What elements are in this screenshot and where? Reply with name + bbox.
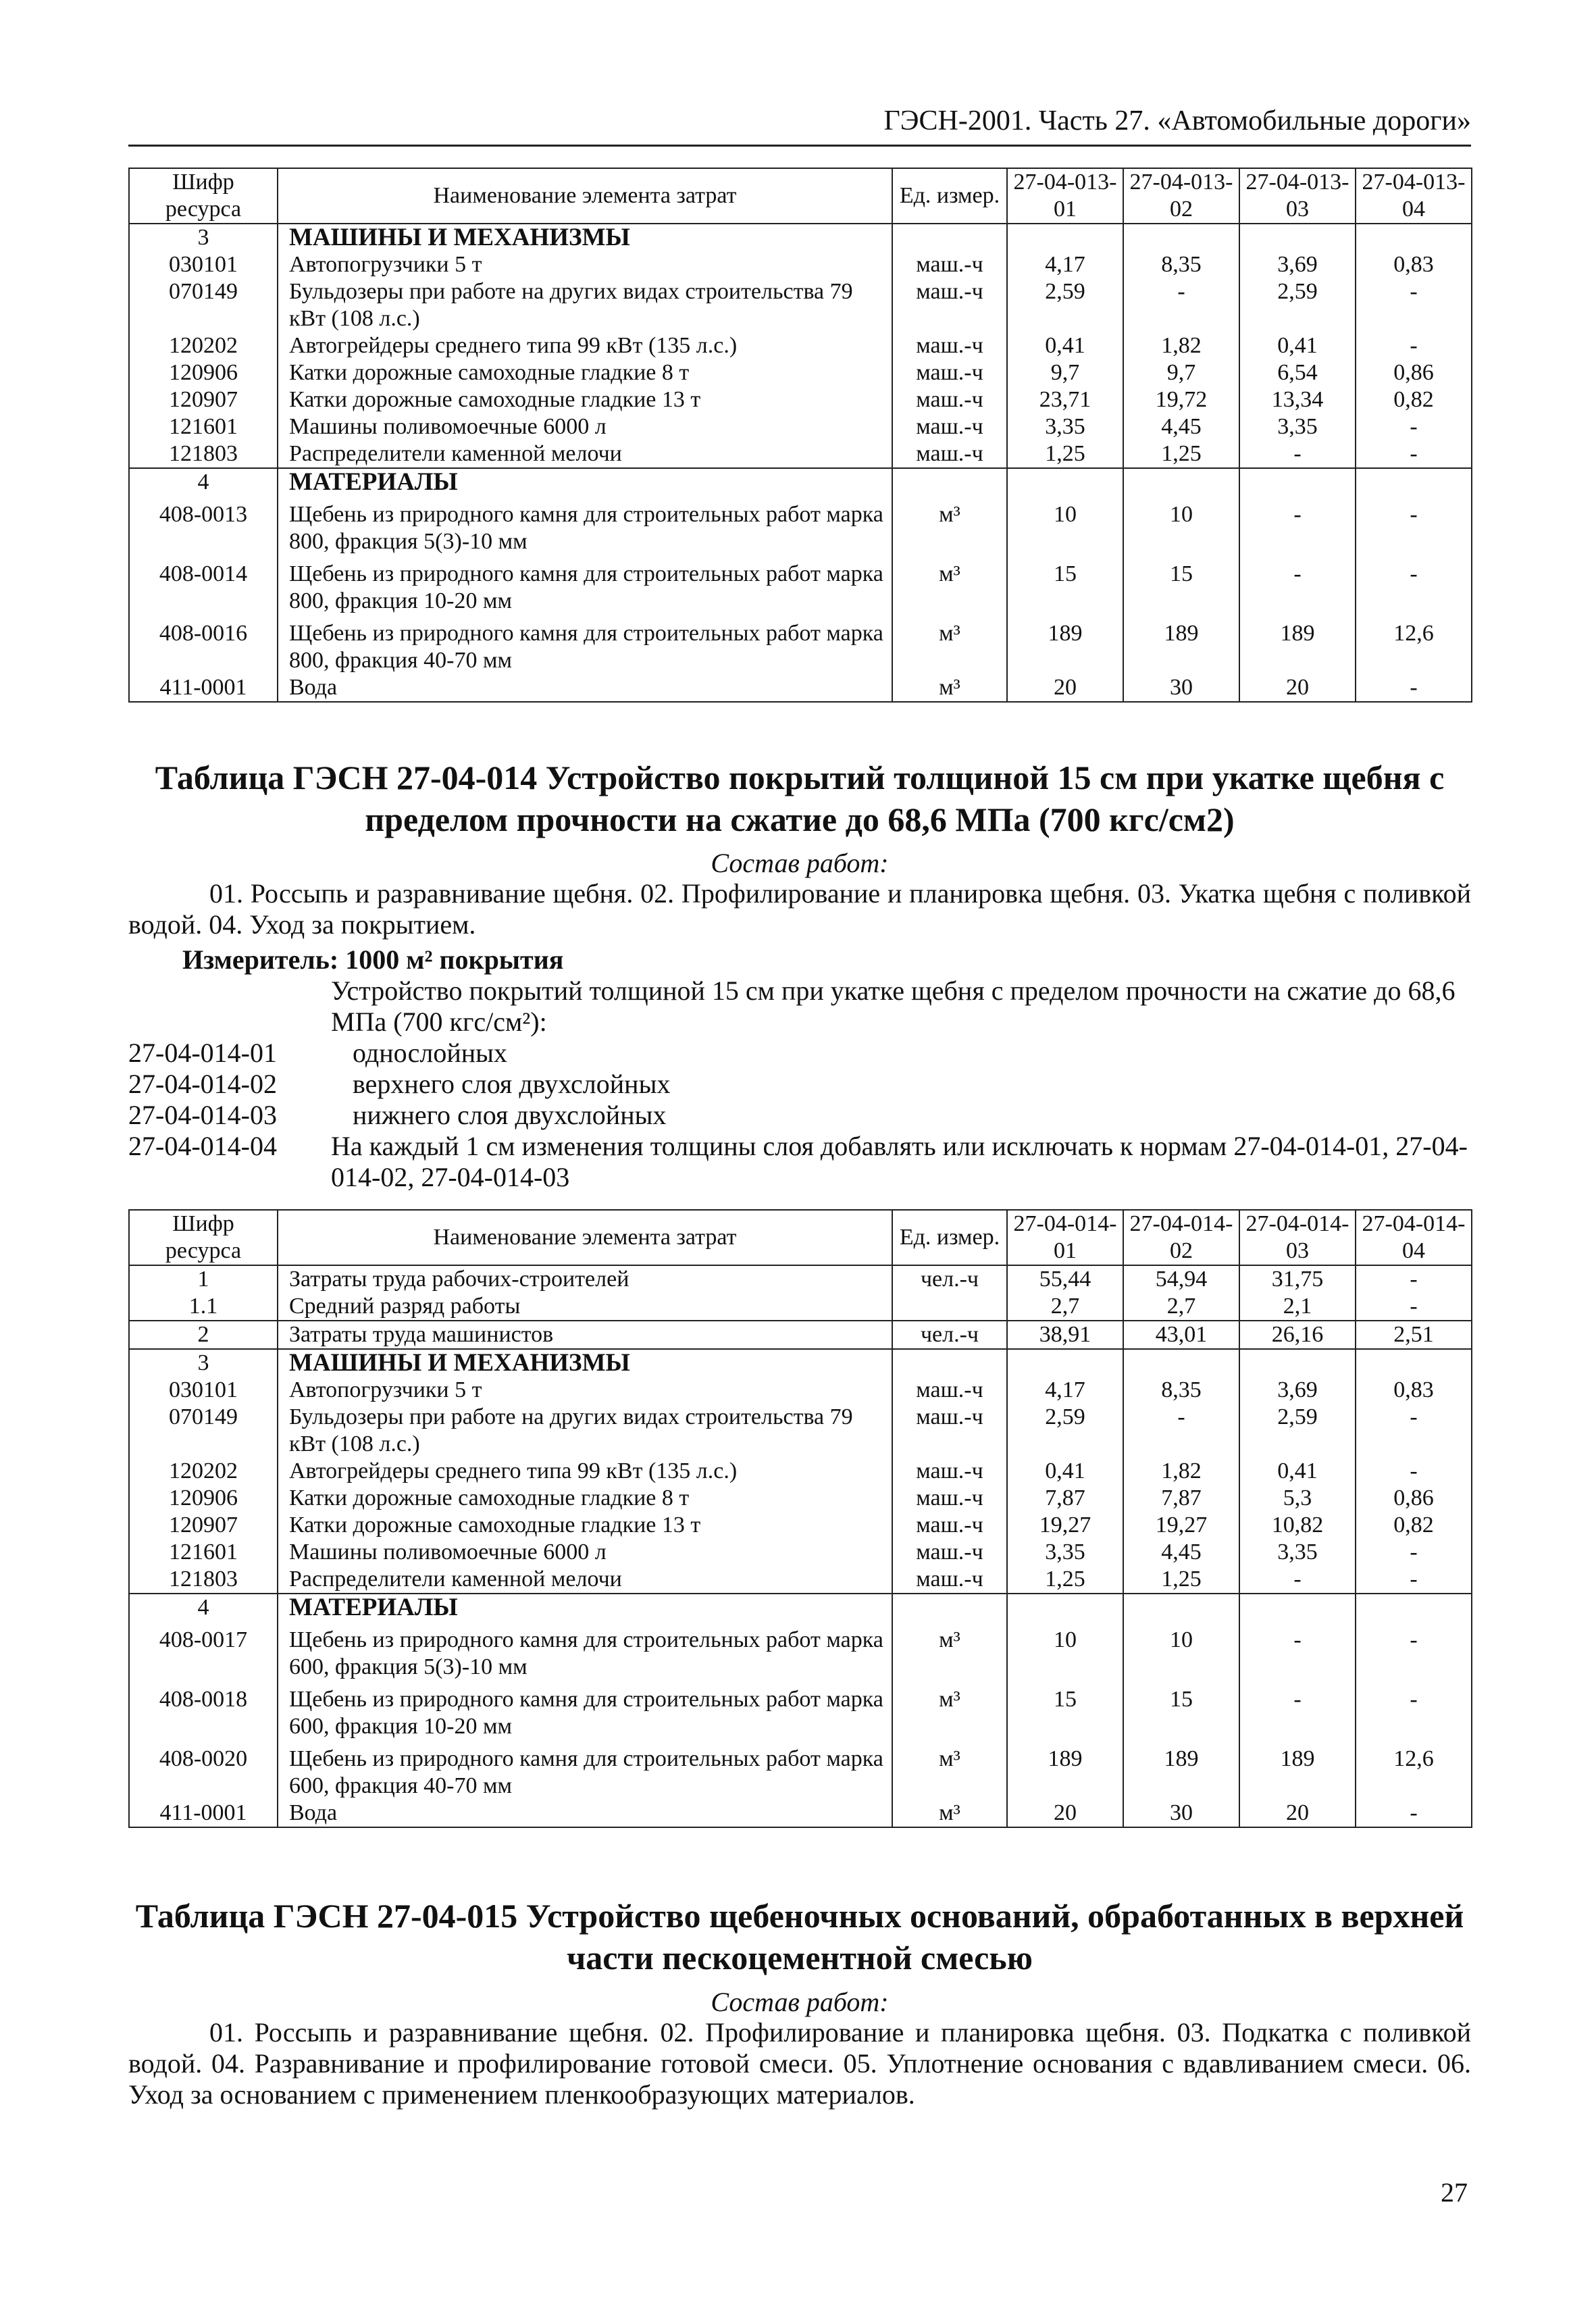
resource-code-cell: 120907 xyxy=(129,386,278,413)
norm-value-cell: 4,17 xyxy=(1007,251,1123,278)
header-unit: Ед. измер. xyxy=(892,1210,1007,1265)
norm-value-cell: 1,25 xyxy=(1123,1566,1239,1594)
resource-code-cell: 070149 xyxy=(129,1404,278,1458)
cost-element-name-cell: Щебень из природного камня для строительных работ марка 600, фракция 40-70 мм xyxy=(278,1740,892,1800)
unit-cell xyxy=(892,224,1007,251)
resource-code-cell: 4 xyxy=(129,1594,278,1621)
resource-code-cell: 121601 xyxy=(129,1539,278,1566)
header-code: Шифр ресурса xyxy=(129,1210,278,1265)
table-row xyxy=(129,615,1472,674)
norm-value-cell: 3,35 xyxy=(1239,413,1356,440)
running-header: ГЭСН-2001. Часть 27. «Автомобильные дороги» xyxy=(128,101,1471,147)
unit-cell: м³ xyxy=(892,555,1007,615)
table-row xyxy=(129,1539,1472,1566)
resource-code-cell: 1 xyxy=(129,1265,278,1293)
resource-code-cell: 4 xyxy=(129,468,278,496)
table-row xyxy=(129,555,1472,615)
cost-element-name-cell: Автогрейдеры среднего типа 99 кВт (135 л.с.) xyxy=(278,332,892,359)
section-row xyxy=(129,1594,1472,1621)
unit-cell: м³ xyxy=(892,1621,1007,1681)
norm-value-cell xyxy=(1007,1594,1123,1621)
norm-value-cell: 1,25 xyxy=(1007,440,1123,468)
norm-value-cell xyxy=(1007,1349,1123,1377)
norm-value-cell: 8,35 xyxy=(1123,1377,1239,1404)
norm-value-cell: 2,1 xyxy=(1239,1293,1356,1321)
table-row xyxy=(129,1293,1472,1321)
cost-element-name-cell: Катки дорожные самоходные гладкие 13 т xyxy=(278,386,892,413)
norm-value-cell: 10,82 xyxy=(1239,1512,1356,1539)
norm-value-cell: 189 xyxy=(1239,615,1356,674)
norm-value-cell: 189 xyxy=(1007,1740,1123,1800)
cost-element-name-cell: Затраты труда машинистов xyxy=(278,1321,892,1349)
work-composition-label: Состав работ: xyxy=(711,1987,889,2017)
unit-cell: м³ xyxy=(892,1740,1007,1800)
norm-value-cell: 4,45 xyxy=(1123,1539,1239,1566)
norm-value-cell: 55,44 xyxy=(1007,1265,1123,1293)
unit-cell: м³ xyxy=(892,615,1007,674)
resource-code-cell: 3 xyxy=(129,224,278,251)
norm-value-cell xyxy=(1123,224,1239,251)
resource-code-cell: 120907 xyxy=(129,1512,278,1539)
cost-element-name-cell: Бульдозеры при работе на других видах строительства 79 кВт (108 л.с.) xyxy=(278,278,892,332)
cost-element-name-cell: Вода xyxy=(278,1800,892,1827)
table-row xyxy=(129,1566,1472,1594)
resource-code-cell: 030101 xyxy=(129,1377,278,1404)
norm-value-cell xyxy=(1356,468,1472,496)
resource-code-cell: 2 xyxy=(129,1321,278,1349)
norm-value-cell: - xyxy=(1356,440,1472,468)
unit-cell xyxy=(892,1594,1007,1621)
norm-value-cell: - xyxy=(1356,1293,1472,1321)
section-row xyxy=(129,468,1472,496)
resource-code-cell: 408-0020 xyxy=(129,1740,278,1800)
table-row xyxy=(129,386,1472,413)
norm-value-cell: 1,82 xyxy=(1123,1458,1239,1485)
cost-element-name-cell: Распределители каменной мелочи xyxy=(278,440,892,468)
resource-code-cell: 411-0001 xyxy=(129,1800,278,1827)
header-col-3: 27-04-013-03 xyxy=(1239,168,1356,224)
norm-value-cell: 2,7 xyxy=(1007,1293,1123,1321)
resource-code-cell: 121803 xyxy=(129,440,278,468)
norm-value-cell xyxy=(1356,1594,1472,1621)
norm-value-cell: - xyxy=(1356,413,1472,440)
header-col-4: 27-04-013-04 xyxy=(1356,168,1472,224)
unit-cell: маш.-ч xyxy=(892,1485,1007,1512)
header-col-3: 27-04-014-03 xyxy=(1239,1210,1356,1265)
unit-cell: м³ xyxy=(892,674,1007,702)
norm-value-cell: 10 xyxy=(1123,496,1239,555)
norm-value-cell: - xyxy=(1123,278,1239,332)
resource-code-cell: 408-0013 xyxy=(129,496,278,555)
unit-cell: маш.-ч xyxy=(892,278,1007,332)
cost-element-name-cell: Катки дорожные самоходные гладкие 8 т xyxy=(278,1485,892,1512)
norm-value-cell: 189 xyxy=(1007,615,1123,674)
norm-value-cell: 10 xyxy=(1007,1621,1123,1681)
norm-value-cell: 31,75 xyxy=(1239,1265,1356,1293)
norm-value-cell: 1,25 xyxy=(1007,1566,1123,1594)
norm-value-cell: 9,7 xyxy=(1007,359,1123,386)
norm-value-cell: 6,54 xyxy=(1239,359,1356,386)
cost-element-name-cell: МАТЕРИАЛЫ xyxy=(278,1594,892,1621)
norm-value-cell: 20 xyxy=(1007,674,1123,702)
norm-value-cell xyxy=(1123,1349,1239,1377)
resource-code-cell: 120906 xyxy=(129,1485,278,1512)
norm-value-cell xyxy=(1239,468,1356,496)
norm-value-cell xyxy=(1356,224,1472,251)
table-row xyxy=(129,674,1472,702)
resource-code-cell: 408-0018 xyxy=(129,1681,278,1740)
norm-value-cell: - xyxy=(1356,1265,1472,1293)
section-row xyxy=(129,1349,1472,1377)
table-row xyxy=(129,1458,1472,1485)
header-col-2: 27-04-013-02 xyxy=(1123,168,1239,224)
norm-value-cell: - xyxy=(1356,332,1472,359)
table-title-27-04-015: Таблица ГЭСН 27-04-015 Устройство щебеночных оснований, обработанных в верхней части пескоцементной смесью xyxy=(135,1897,1464,1977)
norm-value-cell: 2,59 xyxy=(1007,278,1123,332)
norm-value-cell: 189 xyxy=(1239,1740,1356,1800)
resource-code-cell: 121803 xyxy=(129,1566,278,1594)
table-row xyxy=(129,1800,1472,1827)
norm-value-cell: 19,27 xyxy=(1007,1512,1123,1539)
cost-element-name-cell: МАШИНЫ И МЕХАНИЗМЫ xyxy=(278,1349,892,1377)
header-name: Наименование элемента затрат xyxy=(278,168,892,224)
norm-value-cell: 20 xyxy=(1239,1800,1356,1827)
unit-cell: чел.-ч xyxy=(892,1265,1007,1293)
norm-value-cell: 3,69 xyxy=(1239,251,1356,278)
header-col-4: 27-04-014-04 xyxy=(1356,1210,1472,1265)
unit-cell: м³ xyxy=(892,1800,1007,1827)
norm-value-cell: - xyxy=(1239,1681,1356,1740)
resource-code-cell: 070149 xyxy=(129,278,278,332)
norm-value-cell: 12,6 xyxy=(1356,615,1472,674)
norm-value-cell: 3,35 xyxy=(1239,1539,1356,1566)
cost-element-name-cell: Бульдозеры при работе на других видах строительства 79 кВт (108 л.с.) xyxy=(278,1404,892,1458)
unit-cell xyxy=(892,468,1007,496)
norm-value-cell: - xyxy=(1239,440,1356,468)
resource-code-cell: 1.1 xyxy=(129,1293,278,1321)
norm-value-cell: 13,34 xyxy=(1239,386,1356,413)
norm-value-cell: - xyxy=(1356,1539,1472,1566)
cost-element-name-cell: Катки дорожные самоходные гладкие 8 т xyxy=(278,359,892,386)
table-row xyxy=(129,1740,1472,1800)
table-row xyxy=(129,413,1472,440)
norm-value-cell: 0,86 xyxy=(1356,359,1472,386)
header-code: Шифр ресурса xyxy=(129,168,278,224)
unit-cell: маш.-ч xyxy=(892,332,1007,359)
norm-value-cell: 9,7 xyxy=(1123,359,1239,386)
unit-cell: маш.-ч xyxy=(892,1566,1007,1594)
cost-element-name-cell: Щебень из природного камня для строительных работ марка 800, фракция 5(3)-10 мм xyxy=(278,496,892,555)
norm-value-cell: 3,35 xyxy=(1007,1539,1123,1566)
unit-cell: маш.-ч xyxy=(892,1377,1007,1404)
norm-value-cell: - xyxy=(1356,1681,1472,1740)
norm-value-cell: - xyxy=(1356,1621,1472,1681)
norm-value-cell: 0,41 xyxy=(1007,332,1123,359)
table-row xyxy=(129,440,1472,468)
norm-value-cell: - xyxy=(1356,1800,1472,1827)
norm-value-cell: 23,71 xyxy=(1007,386,1123,413)
norm-value-cell: - xyxy=(1239,1621,1356,1681)
header-col-1: 27-04-013-01 xyxy=(1007,168,1123,224)
cost-element-name-cell: Затраты труда рабочих-строителей xyxy=(278,1265,892,1293)
norm-value-cell: 0,41 xyxy=(1239,1458,1356,1485)
resource-code-cell: 408-0016 xyxy=(129,615,278,674)
norm-value-cell: 12,6 xyxy=(1356,1740,1472,1800)
cost-element-name-cell: Автопогрузчики 5 т xyxy=(278,1377,892,1404)
unit-cell: маш.-ч xyxy=(892,1458,1007,1485)
cost-element-name-cell: Машины поливомоечные 6000 л xyxy=(278,413,892,440)
unit-cell xyxy=(892,1349,1007,1377)
norm-value-cell: 2,59 xyxy=(1239,278,1356,332)
resource-code-cell: 121601 xyxy=(129,413,278,440)
norm-value-cell: 43,01 xyxy=(1123,1321,1239,1349)
norm-value-cell: 20 xyxy=(1239,674,1356,702)
norm-value-cell: 15 xyxy=(1007,555,1123,615)
norm-value-cell: - xyxy=(1356,496,1472,555)
norm-table-27-04-014 xyxy=(128,1209,1472,1828)
norm-value-cell: - xyxy=(1239,555,1356,615)
unit-cell: маш.-ч xyxy=(892,1539,1007,1566)
table-row xyxy=(129,1377,1472,1404)
norm-value-cell: 3,69 xyxy=(1239,1377,1356,1404)
norm-value-cell: 20 xyxy=(1007,1800,1123,1827)
cost-element-name-cell: Распределители каменной мелочи xyxy=(278,1566,892,1594)
norm-value-cell: 3,35 xyxy=(1007,413,1123,440)
variant-item: 27-04-014-04 На каждый 1 см изменения толщины слоя добавлять или исключать к нормам 27-04-014-01, 27-04-014-02, 27-04-014-03 xyxy=(128,1131,1468,1192)
unit-cell: м³ xyxy=(892,496,1007,555)
norm-value-cell: 1,82 xyxy=(1123,332,1239,359)
table-row xyxy=(129,1681,1472,1740)
resource-code-cell: 120202 xyxy=(129,1458,278,1485)
norm-value-cell: 10 xyxy=(1007,496,1123,555)
norm-value-cell: - xyxy=(1123,1404,1239,1458)
table-row xyxy=(129,332,1472,359)
header-unit: Ед. измер. xyxy=(892,168,1007,224)
norm-value-cell: 19,27 xyxy=(1123,1512,1239,1539)
resource-code-cell: 030101 xyxy=(129,251,278,278)
norm-value-cell: 7,87 xyxy=(1123,1485,1239,1512)
norm-value-cell: 26,16 xyxy=(1239,1321,1356,1349)
work-composition-label: Состав работ: xyxy=(711,848,889,878)
table-row xyxy=(129,251,1472,278)
norm-value-cell: - xyxy=(1356,555,1472,615)
unit-cell: маш.-ч xyxy=(892,413,1007,440)
norm-value-cell xyxy=(1123,468,1239,496)
norm-value-cell: 19,72 xyxy=(1123,386,1239,413)
norm-value-cell: 2,7 xyxy=(1123,1293,1239,1321)
table-row xyxy=(129,1321,1472,1349)
cost-element-name-cell: МАТЕРИАЛЫ xyxy=(278,468,892,496)
norm-value-cell xyxy=(1239,224,1356,251)
norm-table-27-04-013 xyxy=(128,168,1472,703)
norm-value-cell: 0,86 xyxy=(1356,1485,1472,1512)
work-composition-text: 01. Россыпь и разравнивание щебня. 02. Профилирование и планировка щебня. 03. Укатка щебня с поливкой водой. 04. Уход за покрытием. xyxy=(128,878,1471,940)
norm-value-cell: 0,41 xyxy=(1007,1458,1123,1485)
work-composition-text: 01. Россыпь и разравнивание щебня. 02. Профилирование и планировка щебня. 03. Подкатка с поливкой водой. 04. Разравнивание и профилирование готовой смеси. 05. Уплотнение основания с вдавливанием смеси. 06. Уход за основанием с применением пленкообразующих материалов. xyxy=(128,2017,1471,2110)
norm-value-cell: 0,83 xyxy=(1356,1377,1472,1404)
unit-cell: маш.-ч xyxy=(892,386,1007,413)
header-col-1: 27-04-014-01 xyxy=(1007,1210,1123,1265)
table-row xyxy=(129,496,1472,555)
norm-value-cell: 0,41 xyxy=(1239,332,1356,359)
norm-value-cell: 15 xyxy=(1123,1681,1239,1740)
norm-value-cell xyxy=(1239,1594,1356,1621)
norm-value-cell: - xyxy=(1356,674,1472,702)
norm-value-cell: 30 xyxy=(1123,674,1239,702)
norm-value-cell: 15 xyxy=(1007,1681,1123,1740)
norm-value-cell: 5,3 xyxy=(1239,1485,1356,1512)
norm-value-cell: - xyxy=(1356,1404,1472,1458)
unit-cell xyxy=(892,1293,1007,1321)
unit-cell: маш.-ч xyxy=(892,440,1007,468)
norm-value-cell: 0,82 xyxy=(1356,1512,1472,1539)
norm-value-cell xyxy=(1239,1349,1356,1377)
section-row xyxy=(129,224,1472,251)
variants-intro: Устройство покрытий толщиной 15 см при укатке щебня с пределом прочности на сжатие до 68,6 МПа (700 кгс/см²): xyxy=(331,975,1456,1037)
unit-cell: чел.-ч xyxy=(892,1321,1007,1349)
norm-value-cell: 4,45 xyxy=(1123,413,1239,440)
unit-cell: маш.-ч xyxy=(892,1512,1007,1539)
table-title-27-04-014: Таблица ГЭСН 27-04-014 Устройство покрытий толщиной 15 см при укатке щебня с пределом прочности на сжатие до 68,6 МПа (700 кгс/см2) xyxy=(155,759,1445,838)
resource-code-cell: 3 xyxy=(129,1349,278,1377)
norm-value-cell: 1,25 xyxy=(1123,440,1239,468)
norm-value-cell: 7,87 xyxy=(1007,1485,1123,1512)
cost-element-name-cell: Автогрейдеры среднего типа 99 кВт (135 л.с.) xyxy=(278,1458,892,1485)
norm-value-cell: 2,59 xyxy=(1239,1404,1356,1458)
norm-value-cell: 30 xyxy=(1123,1800,1239,1827)
norm-value-cell: 10 xyxy=(1123,1621,1239,1681)
table-row xyxy=(129,1485,1472,1512)
cost-element-name-cell: Машины поливомоечные 6000 л xyxy=(278,1539,892,1566)
variant-item: 27-04-014-03 нижнего слоя двухслойных xyxy=(128,1100,667,1130)
header-name: Наименование элемента затрат xyxy=(278,1210,892,1265)
norm-value-cell xyxy=(1356,1349,1472,1377)
page-number: 27 xyxy=(1441,2177,1468,2208)
resource-code-cell: 408-0017 xyxy=(129,1621,278,1681)
norm-value-cell: 0,82 xyxy=(1356,386,1472,413)
measure-unit: Измеритель: 1000 м² покрытия xyxy=(182,944,564,975)
cost-element-name-cell: Щебень из природного камня для строительных работ марка 600, фракция 5(3)-10 мм xyxy=(278,1621,892,1681)
resource-code-cell: 120906 xyxy=(129,359,278,386)
unit-cell: маш.-ч xyxy=(892,251,1007,278)
cost-element-name-cell: МАШИНЫ И МЕХАНИЗМЫ xyxy=(278,224,892,251)
table-row xyxy=(129,1265,1472,1293)
cost-element-name-cell: Щебень из природного камня для строительных работ марка 600, фракция 10-20 мм xyxy=(278,1681,892,1740)
cost-element-name-cell: Щебень из природного камня для строительных работ марка 800, фракция 10-20 мм xyxy=(278,555,892,615)
cost-element-name-cell: Вода xyxy=(278,674,892,702)
norm-value-cell: 15 xyxy=(1123,555,1239,615)
norm-value-cell: 54,94 xyxy=(1123,1265,1239,1293)
variant-item: 27-04-014-02 верхнего слоя двухслойных xyxy=(128,1069,671,1099)
cost-element-name-cell: Катки дорожные самоходные гладкие 13 т xyxy=(278,1512,892,1539)
cost-element-name-cell: Автопогрузчики 5 т xyxy=(278,251,892,278)
norm-value-cell: - xyxy=(1239,1566,1356,1594)
norm-value-cell: - xyxy=(1239,496,1356,555)
norm-value-cell: 2,51 xyxy=(1356,1321,1472,1349)
resource-code-cell: 120202 xyxy=(129,332,278,359)
unit-cell: маш.-ч xyxy=(892,1404,1007,1458)
unit-cell: маш.-ч xyxy=(892,359,1007,386)
norm-value-cell: - xyxy=(1356,278,1472,332)
norm-value-cell xyxy=(1007,468,1123,496)
table-row xyxy=(129,1512,1472,1539)
cost-element-name-cell: Средний разряд работы xyxy=(278,1293,892,1321)
norm-value-cell: 189 xyxy=(1123,1740,1239,1800)
norm-value-cell: 4,17 xyxy=(1007,1377,1123,1404)
variant-item: 27-04-014-01 однослойных xyxy=(128,1038,508,1068)
table-row xyxy=(129,1404,1472,1458)
norm-value-cell xyxy=(1007,224,1123,251)
norm-value-cell: 2,59 xyxy=(1007,1404,1123,1458)
unit-cell: м³ xyxy=(892,1681,1007,1740)
table-row xyxy=(129,1621,1472,1681)
norm-value-cell xyxy=(1123,1594,1239,1621)
norm-value-cell: - xyxy=(1356,1566,1472,1594)
norm-variants xyxy=(128,975,1471,1193)
norm-value-cell: 0,83 xyxy=(1356,251,1472,278)
table-row xyxy=(129,359,1472,386)
resource-code-cell: 411-0001 xyxy=(129,674,278,702)
cost-element-name-cell: Щебень из природного камня для строительных работ марка 800, фракция 40-70 мм xyxy=(278,615,892,674)
header-col-2: 27-04-014-02 xyxy=(1123,1210,1239,1265)
norm-value-cell: - xyxy=(1356,1458,1472,1485)
norm-value-cell: 38,91 xyxy=(1007,1321,1123,1349)
table-row xyxy=(129,278,1472,332)
resource-code-cell: 408-0014 xyxy=(129,555,278,615)
norm-value-cell: 8,35 xyxy=(1123,251,1239,278)
norm-value-cell: 189 xyxy=(1123,615,1239,674)
